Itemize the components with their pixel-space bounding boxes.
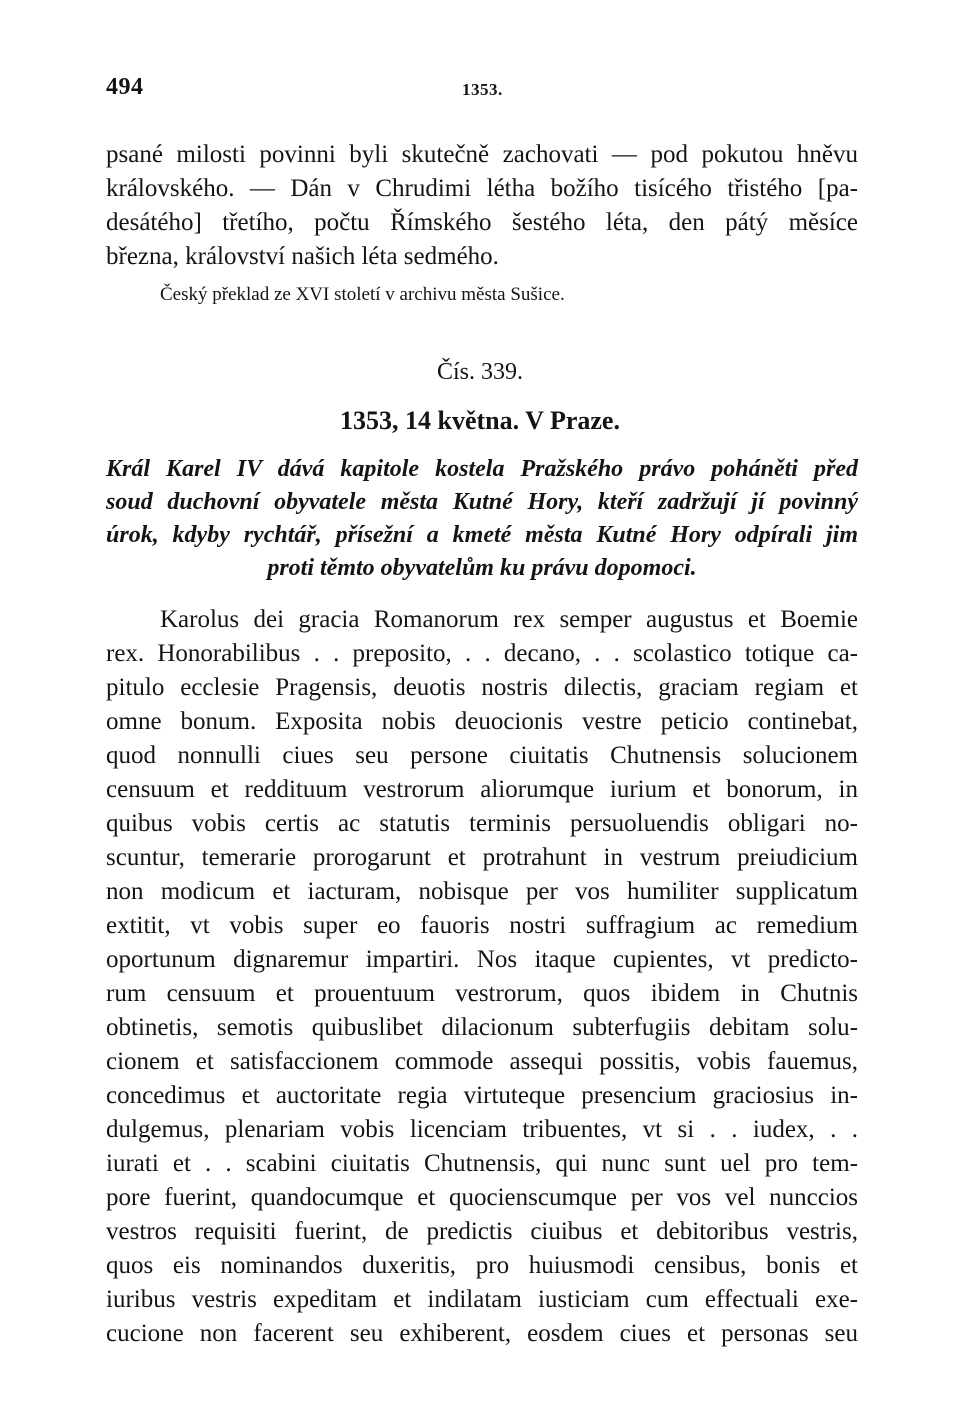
text-line: scuntur, temerarie prorogarunt et protrahunt in vestrum preiudicium [106, 844, 858, 871]
text-line: iurati et . . scabini ciuitatis Chutnensis, qui nunc sunt uel pro tem- [106, 1150, 858, 1177]
text-line: obtinetis, semotis quibuslibet dilacionum subterfugiis debitam solu- [106, 1014, 858, 1041]
text-line: concedimus et auctoritate regia virtuteque presencium graciosius in- [106, 1082, 858, 1109]
text-line: omne bonum. Exposita nobis deuocionis vestre peticio continebat, [106, 708, 858, 735]
text-line: extitit, vt vobis super eo fauoris nostri suffragium ac remedium [106, 912, 858, 939]
regest-line: úrok, kdyby rychtář, přísežní a kmeté města Kutné Hory odpírali jim [106, 522, 858, 548]
text-line: vestros requisiti fuerint, de predictis ciuibus et debitoribus vestris, [106, 1218, 858, 1245]
running-head: 1353. [462, 80, 503, 99]
text-line: rum censuum et prouentuum vestrorum, quos ibidem in Chutnis [106, 980, 858, 1007]
text-line: Karolus dei gracia Romanorum rex semper augustus et Boemie [160, 606, 858, 633]
regest-line: proti těmto obyvatelům ku právu dopomoci. [267, 555, 697, 581]
text-line: dulgemus, plenariam vobis licenciam tribuentes, vt si . . iudex, . . [106, 1116, 858, 1143]
regest-line: soud duchovní obyvatele města Kutné Hory, kteří zadržují jí povinný [106, 489, 858, 515]
continuation-line: psané milosti povinni byli skutečně zachovati — pod pokutou hněvu [106, 141, 858, 168]
page-header [106, 74, 858, 108]
continuation-line: desátého] třetího, počtu Římského šestého léta, den pátý měsíce [106, 209, 858, 236]
text-line: quos eis nominandos duxeritis, pro huiusmodi censibus, bonis et [106, 1252, 858, 1279]
document-date-place: 1353, 14 května. V Praze. [340, 406, 620, 435]
continuation-line: královského. — Dán v Chrudimi létha božího tisícého třistého [pa- [106, 175, 858, 202]
regest-line: Král Karel IV dává kapitole kostela Pražského právo poháněti před [106, 456, 858, 482]
text-line: oportunum dignaremur impartiri. Nos itaque cupientes, vt predicto- [106, 946, 858, 973]
text-line: pore fuerint, quandocumque et quocienscumque per vos vel nunccios [106, 1184, 858, 1211]
source-note: Český překlad ze XVI století v archivu města Sušice. [160, 284, 565, 305]
text-line: rex. Honorabilibus . . preposito, . . decano, . . scolastico totique ca- [106, 640, 858, 667]
document-number: Čís. 339. [436, 359, 523, 385]
text-line: pitulo ecclesie Pragensis, deuotis nostris dilectis, graciam regiam et [106, 674, 858, 701]
text-line: censuum et reddituum vestrorum aliorumque iurium et bonorum, in [106, 776, 858, 803]
text-line: quibus vobis certis ac statutis terminis persuoluendis obligari no- [106, 810, 858, 837]
text-line: iuribus vestris expeditam et indilatam iusticiam cum effectuali exe- [106, 1286, 858, 1313]
page-number: 494 [106, 74, 144, 100]
text-line: cionem et satisfaccionem commode assequi possitis, vobis fauemus, [106, 1048, 858, 1075]
continuation-line: března, království našich léta sedmého. [106, 243, 499, 270]
text-line: cucione non facerent seu exhiberent, eosdem ciues et personas seu [106, 1320, 858, 1347]
text-line: quod nonnulli ciues seu persone ciuitatis Chutnensis solucionem [106, 742, 858, 769]
text-line: non modicum et iacturam, nobisque per vos humiliter supplicatum [106, 878, 858, 905]
